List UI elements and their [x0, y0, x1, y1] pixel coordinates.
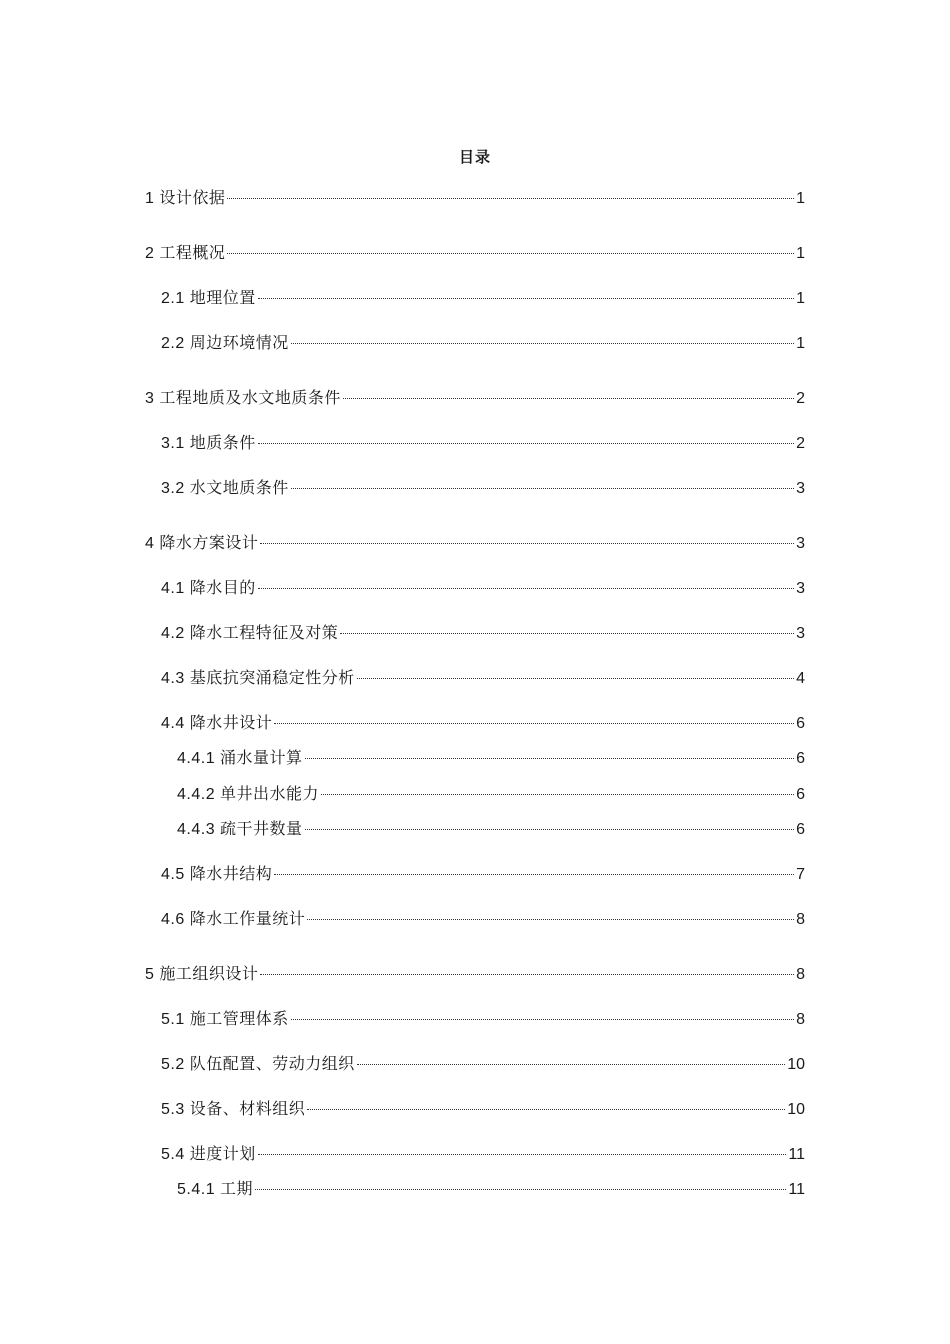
toc-entry[interactable] [161, 1055, 805, 1075]
dot-leader [357, 1064, 786, 1065]
dot-leader [291, 488, 794, 489]
dot-leader [305, 829, 795, 830]
toc-entry[interactable] [145, 244, 805, 264]
dot-leader [258, 1154, 787, 1155]
toc-entry[interactable] [177, 749, 805, 769]
toc-entry-page: 8 [796, 966, 805, 983]
toc-entry-page: 1 [796, 245, 805, 262]
toc-entry-page: 2 [796, 435, 805, 452]
toc-entry-label: 5 施工组织设计 [145, 966, 259, 983]
toc-entry[interactable] [161, 865, 805, 885]
toc-title: 目录 [458, 149, 491, 166]
dot-leader [321, 794, 794, 795]
dot-leader [340, 633, 794, 634]
dot-leader [260, 974, 794, 975]
toc-entry-page: 6 [796, 715, 805, 732]
toc-entry[interactable] [145, 534, 805, 554]
toc-entry[interactable] [145, 389, 805, 409]
dot-leader [227, 253, 794, 254]
toc-entry[interactable] [161, 434, 805, 454]
toc-entry-label: 5.3 设备、材料组织 [161, 1101, 306, 1118]
toc-entry[interactable] [161, 579, 805, 599]
toc-entry-label: 3.1 地质条件 [161, 435, 256, 452]
toc-entry-label: 4.4 降水井设计 [161, 715, 273, 732]
toc-entry-label: 5.1 施工管理体系 [161, 1011, 289, 1028]
toc-entry-page: 8 [796, 1011, 805, 1028]
toc-entry-page: 3 [796, 535, 805, 552]
toc-entry[interactable] [161, 479, 805, 499]
dot-leader [291, 343, 794, 344]
dot-leader [291, 1019, 794, 1020]
toc-entry-page: 3 [796, 625, 805, 642]
toc-entry[interactable] [161, 334, 805, 354]
dot-leader [258, 588, 794, 589]
toc-entry-page: 3 [796, 480, 805, 497]
toc-entry[interactable] [161, 1145, 805, 1165]
toc-entry-label: 2 工程概况 [145, 245, 226, 262]
toc-entry-label: 3 工程地质及水文地质条件 [145, 390, 341, 407]
dot-leader [255, 1189, 786, 1190]
toc-entry-page: 10 [787, 1101, 805, 1118]
toc-entry-label: 4.1 降水目的 [161, 580, 256, 597]
toc-entry[interactable] [161, 714, 805, 734]
dot-leader [274, 874, 794, 875]
toc-entry-label: 5.4 进度计划 [161, 1146, 256, 1163]
toc-entry-page: 6 [796, 750, 805, 767]
toc-entry-label: 2.2 周边环境情况 [161, 335, 289, 352]
dot-leader [260, 543, 794, 544]
toc-entry[interactable] [161, 1100, 805, 1120]
toc-entry-label: 4.3 基底抗突涌稳定性分析 [161, 670, 355, 687]
toc-entry-page: 1 [796, 290, 805, 307]
toc-entry-page: 2 [796, 390, 805, 407]
toc-entry-label: 4.4.1 涌水量计算 [177, 750, 303, 767]
toc-entry-label: 5.2 队伍配置、劳动力组织 [161, 1056, 355, 1073]
toc-entry[interactable] [161, 910, 805, 930]
dot-leader [258, 443, 794, 444]
toc-entry[interactable] [145, 965, 805, 985]
toc-entry-page: 4 [796, 670, 805, 687]
dot-leader [343, 398, 794, 399]
toc-entry-page: 8 [796, 911, 805, 928]
toc-entry-label: 4.2 降水工程特征及对策 [161, 625, 339, 642]
dot-leader [307, 1109, 785, 1110]
toc-entry-label: 4.4.2 单井出水能力 [177, 786, 320, 803]
toc-entry-label: 5.4.1 工期 [177, 1181, 254, 1198]
toc-entry-page: 11 [788, 1146, 805, 1163]
toc-entry-label: 3.2 水文地质条件 [161, 480, 289, 497]
toc-entry-label: 2.1 地理位置 [161, 290, 256, 307]
dot-leader [258, 298, 794, 299]
toc-entry-page: 11 [788, 1181, 805, 1198]
toc-entry[interactable] [161, 624, 805, 644]
toc-entry[interactable] [145, 189, 805, 209]
toc-entry[interactable] [177, 1180, 805, 1200]
toc-entry-label: 4.5 降水井结构 [161, 866, 273, 883]
toc-entry-label: 4 降水方案设计 [145, 535, 259, 552]
toc-entry[interactable] [161, 669, 805, 689]
toc-entry-label: 4.4.3 疏干井数量 [177, 821, 303, 838]
toc-entry-page: 1 [796, 190, 805, 207]
toc-entry-page: 7 [796, 866, 805, 883]
toc-entry[interactable] [161, 1010, 805, 1030]
toc-entry-label: 1 设计依据 [145, 190, 226, 207]
toc-entry-page: 10 [787, 1056, 805, 1073]
dot-leader [357, 678, 794, 679]
dot-leader [227, 198, 794, 199]
toc-entry-page: 1 [796, 335, 805, 352]
dot-leader [307, 919, 794, 920]
toc-entry-page: 3 [796, 580, 805, 597]
toc-entry-page: 6 [796, 786, 805, 803]
dot-leader [274, 723, 794, 724]
toc-entry-label: 4.6 降水工作量统计 [161, 911, 306, 928]
dot-leader [305, 758, 795, 759]
toc-entry[interactable] [177, 785, 805, 805]
toc-entry[interactable] [161, 289, 805, 309]
toc-entry[interactable] [177, 820, 805, 840]
toc-entry-page: 6 [796, 821, 805, 838]
